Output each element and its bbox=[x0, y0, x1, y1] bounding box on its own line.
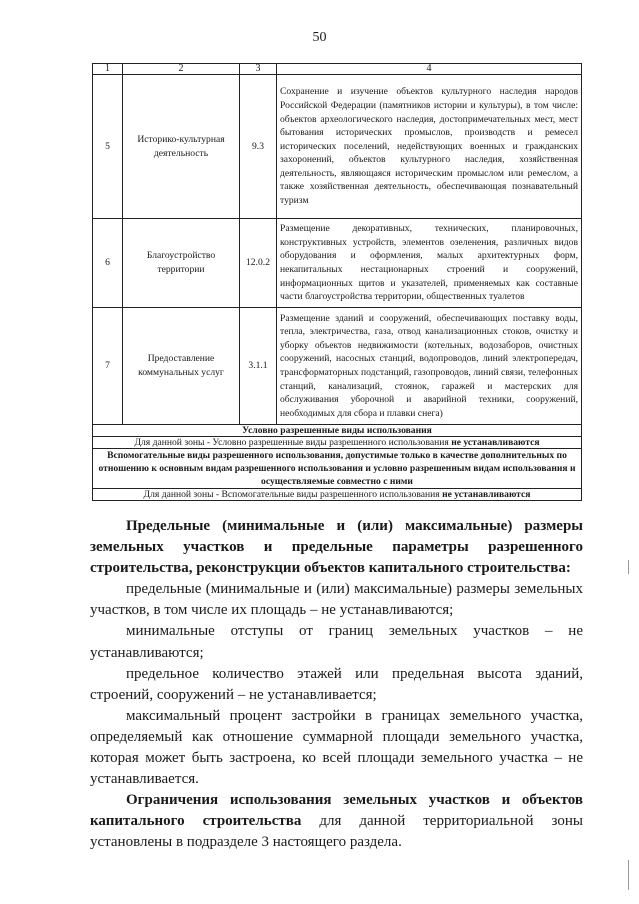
use-type-description: Сохранение и изучение объектов культурного наследия народов Российской Федерации (памятников истории и культуры), в том числе: объектов археологического наследия, достопримечательных мест, мест бытования исторических промыслов, производств и ремесел исторических поселений, недействующих военных и гражданских захоронений, объектов культурного наследия, хозяйственная деятельность, являющаяся историческим промыслом или ремеслом, а также хозяйственная деятельность, обеспечивающая познавательный туризм bbox=[277, 75, 582, 219]
auxiliary-note bbox=[93, 489, 582, 501]
use-type-name: Благоустройство территории bbox=[123, 219, 240, 308]
scan-margin-mark bbox=[628, 860, 629, 890]
auxiliary-note-row bbox=[93, 489, 582, 501]
column-header: 3 bbox=[240, 64, 277, 75]
restrictions-bold: Ограничения использования земельных участков и объектов капитального строительства bbox=[90, 792, 583, 830]
page-number: 50 bbox=[312, 30, 327, 45]
conditional-note bbox=[93, 437, 582, 449]
scan-margin-mark bbox=[628, 560, 629, 574]
table-row bbox=[93, 75, 582, 219]
table-row bbox=[93, 219, 582, 308]
restrictions-paragraph bbox=[90, 790, 583, 853]
column-header: 2 bbox=[123, 64, 240, 75]
conditional-section-row bbox=[93, 425, 582, 437]
auxiliary-section-row bbox=[93, 449, 582, 489]
use-type-description: Размещение декоративных, технических, планировочных, конструктивных устройств, элементов озеленения, различных видов оборудования и оформления, малых архитектурных форм, некапитальных нестационарных строений и сооружений, информационных щитов и указателей, применяемых как составные части благоустройства территории, общественных туалетов bbox=[277, 219, 582, 308]
paragraph: максимальный процент застройки в границах земельного участка, определяемый как отношение суммарной площади земельного участка, которая может быть застроена, ко всей площади земельного участка – не устанавливается. bbox=[90, 707, 583, 788]
use-type-description: Размещение зданий и сооружений, обеспечивающих поставку воды, тепла, электричества, газа, отвод канализационных стоков, очистку и уборку объектов недвижимости (котельных, водозаборов, очистных сооружений, насосных станций, водопроводов, линий электропередач, трансформаторных подстанций, газопроводов, линий связи, телефонных станций, канализаций, стоянок, гаражей и мастерских для обслуживания уборочной и аварийной техники, сооружений, необходимых для сбора и плавки снега) bbox=[277, 308, 582, 425]
row-number: 5 bbox=[93, 75, 123, 219]
auxiliary-section-title: Вспомогательные виды разрешенного использования, допустимые только в качестве дополнительных по отношению к основным видам разрешенного использования и условно разрешенным видам использования и осуществляемые совместно с ними bbox=[93, 449, 582, 489]
auxiliary-note-bold: не устанавливаются bbox=[442, 489, 531, 500]
restrictions-rest: для данной территориальной зоны установлены в подразделе 3 настоящего раздела. bbox=[90, 813, 583, 851]
use-type-code: 3.1.1 bbox=[240, 308, 277, 425]
conditional-note-row bbox=[93, 437, 582, 449]
table-header-row bbox=[93, 64, 582, 75]
land-use-table bbox=[92, 63, 582, 501]
table-row bbox=[93, 308, 582, 425]
paragraph: минимальные отступы от границ земельных участков – не устанавливаются; bbox=[90, 623, 583, 661]
paragraph: предельное количество этажей или предельная высота зданий, строений, сооружений – не устанавливается; bbox=[90, 665, 583, 703]
column-header: 4 bbox=[277, 64, 582, 75]
auxiliary-note-prefix: Для данной зоны - Вспомогательные виды разрешенного использования bbox=[143, 489, 443, 500]
section-heading: Предельные (минимальные и (или) максимальные) размеры земельных участков и предельные параметры разрешенного строительства, реконструкции объектов капитального строительства: bbox=[90, 518, 583, 577]
paragraph: предельные (минимальные и (или) максимальные) размеры земельных участков, в том числе их площадь – не устанавливаются; bbox=[90, 581, 583, 619]
row-number: 6 bbox=[93, 219, 123, 308]
body-text bbox=[90, 516, 583, 854]
use-type-code: 9.3 bbox=[240, 75, 277, 219]
conditional-section-title: Условно разрешенные виды использования bbox=[93, 425, 582, 437]
row-number: 7 bbox=[93, 308, 123, 425]
use-type-name: Историко-культурная деятельность bbox=[123, 75, 240, 219]
use-type-code: 12.0.2 bbox=[240, 219, 277, 308]
conditional-note-bold: не устанавливаются bbox=[451, 437, 540, 448]
conditional-note-prefix: Для данной зоны - Условно разрешенные виды разрешенного использования bbox=[134, 437, 452, 448]
use-type-name: Предоставление коммунальных услуг bbox=[123, 308, 240, 425]
column-header: 1 bbox=[93, 64, 123, 75]
